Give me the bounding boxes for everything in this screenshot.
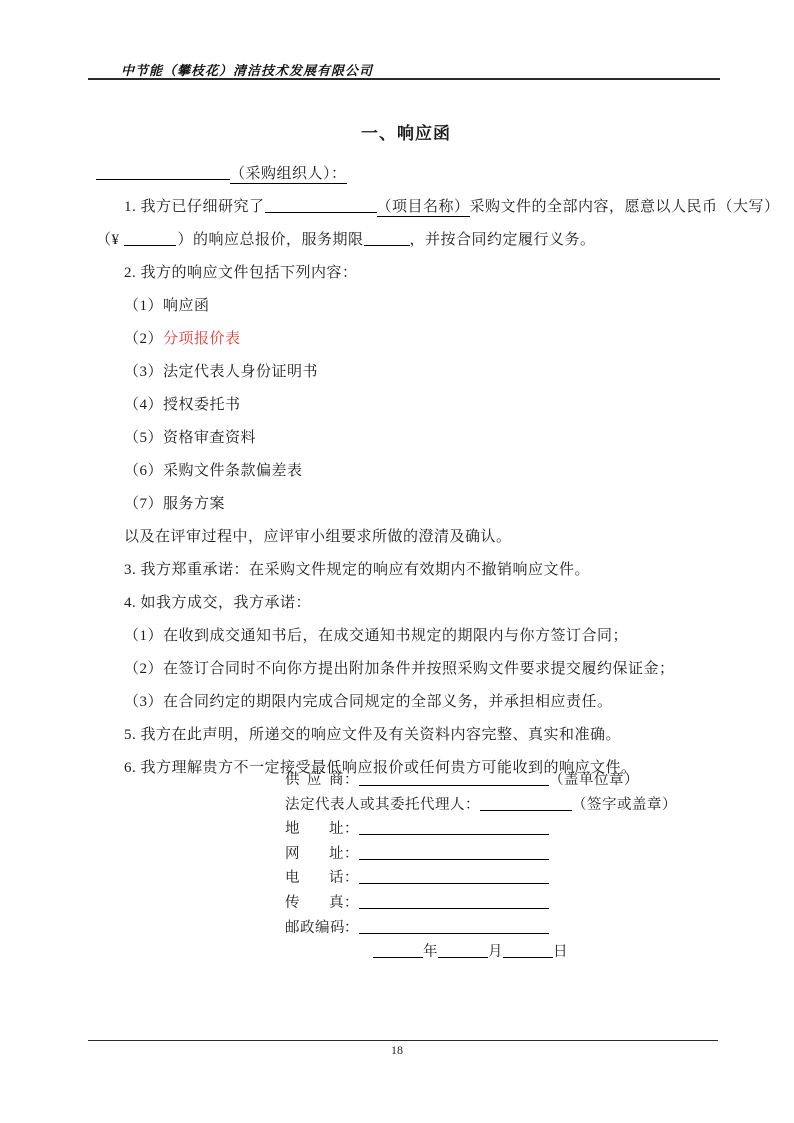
colon: ： [344, 894, 359, 911]
item-prefix: （1） [124, 298, 164, 314]
organizer-blank-line[interactable] [96, 163, 230, 180]
address-row [285, 817, 677, 842]
p1-text-d: ，并按合同约定履行义务。 [409, 232, 596, 248]
website-label: 网址 [285, 845, 344, 862]
item-prefix: （3） [124, 364, 164, 380]
list-item [96, 455, 716, 488]
item-prefix: （6） [124, 463, 164, 479]
agent-label: 法定代表人或其委托代理人： [285, 796, 480, 813]
p1-text-a: 1. 我方已仔细研究了 [124, 199, 265, 215]
website-blank-line[interactable] [359, 843, 549, 860]
colon: ： [344, 772, 359, 788]
day-label: 日 [553, 944, 568, 961]
paragraph-4-intro: 4. 如我方成交，我方承诺： [124, 595, 312, 611]
item-text: 服务方案 [163, 496, 226, 512]
list-item [96, 488, 716, 521]
supplier-seal-note: （盖单位章） [549, 772, 639, 788]
year-blank[interactable] [373, 941, 423, 958]
paragraph-1-line-2 [96, 224, 716, 257]
month-blank[interactable] [438, 941, 488, 958]
item-prefix: （2） [124, 331, 164, 347]
item-prefix: （5） [124, 430, 164, 446]
organizer-label: （采购组织人）： [230, 166, 347, 182]
date-row [285, 940, 677, 965]
item-text: 授权委托书 [163, 397, 241, 413]
p1-text-c: ）的响应总报价，服务期限 [177, 232, 364, 248]
supplier-blank-line[interactable] [359, 769, 549, 786]
item-text: 资格审查资料 [163, 430, 257, 446]
postcode-row [285, 916, 677, 941]
address-label: 地址 [285, 821, 344, 838]
footer-divider [88, 1040, 718, 1041]
phone-row [285, 866, 677, 891]
colon: ： [344, 821, 359, 838]
project-name-blank[interactable] [265, 196, 377, 213]
day-blank[interactable] [503, 941, 553, 958]
paragraph-2-outro: 以及在评审过程中，应评审小组要求所做的澄清及确认。 [124, 529, 512, 545]
item-text: 法定代表人身份证明书 [163, 364, 319, 380]
fax-row [285, 891, 677, 916]
signature-block [285, 768, 677, 965]
item-prefix: （4） [124, 397, 164, 413]
paragraph-3: 3. 我方郑重承诺：在采购文件规定的响应有效期内不撤销响应文件。 [124, 562, 591, 578]
agent-blank-line[interactable] [480, 794, 572, 811]
list-item [96, 290, 716, 323]
header-company-name: 中节能（攀枝花）清洁技术发展有限公司 [121, 63, 374, 78]
list-item [96, 356, 716, 389]
paragraph-6: 6. 我方理解贵方不一定接受最低响应报价或任何贵方可能收到的响应文件。 [124, 760, 637, 776]
item-prefix: （7） [124, 496, 164, 512]
document-title: 一、响应函 [361, 124, 451, 143]
item-text-highlighted: 分项报价表 [163, 331, 241, 347]
colon: ： [344, 845, 359, 862]
agent-row [285, 793, 677, 818]
paragraph-1-line-1 [96, 191, 780, 224]
page-number: 18 [391, 1043, 403, 1057]
postcode-blank-line[interactable] [359, 917, 549, 934]
paragraph-4-item: （3）在合同约定的期限内完成合同规定的全部义务，并承担相应责任。 [124, 694, 613, 710]
fax-blank-line[interactable] [359, 892, 549, 909]
postcode-label: 邮政编码 [285, 919, 345, 936]
supplier-row [285, 768, 677, 793]
organizer-line [96, 158, 716, 191]
item-text: 响应函 [163, 298, 210, 314]
supplier-label: 供应商 [285, 772, 344, 788]
p1-currency-open: （¥ [96, 232, 120, 248]
list-item [96, 422, 716, 455]
item-text: 采购文件条款偏差表 [163, 463, 303, 479]
website-row [285, 842, 677, 867]
year-label: 年 [423, 944, 438, 961]
phone-blank-line[interactable] [359, 867, 549, 884]
paragraph-2-intro: 2. 我方的响应文件包括下列内容： [124, 265, 358, 281]
fax-label: 传真 [285, 894, 344, 911]
phone-label: 电话 [285, 870, 344, 887]
colon: ： [344, 919, 359, 936]
paragraph-4-item: （2）在签订合同时不向你方提出附加条件并按照采购文件要求提交履约保证金； [124, 661, 675, 677]
colon: ： [344, 870, 359, 887]
paragraph-5: 5. 我方在此声明，所递交的响应文件及有关资料内容完整、真实和准确。 [124, 727, 622, 743]
address-blank-line[interactable] [359, 818, 549, 835]
header-divider [88, 78, 720, 80]
project-name-label: （项目名称） [376, 199, 470, 215]
month-label: 月 [488, 944, 503, 961]
amount-blank[interactable] [124, 229, 176, 246]
service-term-blank[interactable] [364, 229, 410, 246]
agent-sign-note: （签字或盖章） [572, 796, 677, 813]
p1-text-b: 采购文件的全部内容，愿意以人民币（大写） [469, 199, 780, 215]
list-item [96, 389, 716, 422]
paragraph-4-item: （1）在收到成交通知书后，在成交通知书规定的期限内与你方签订合同； [124, 628, 629, 644]
document-body [96, 122, 780, 785]
list-item [96, 323, 716, 356]
